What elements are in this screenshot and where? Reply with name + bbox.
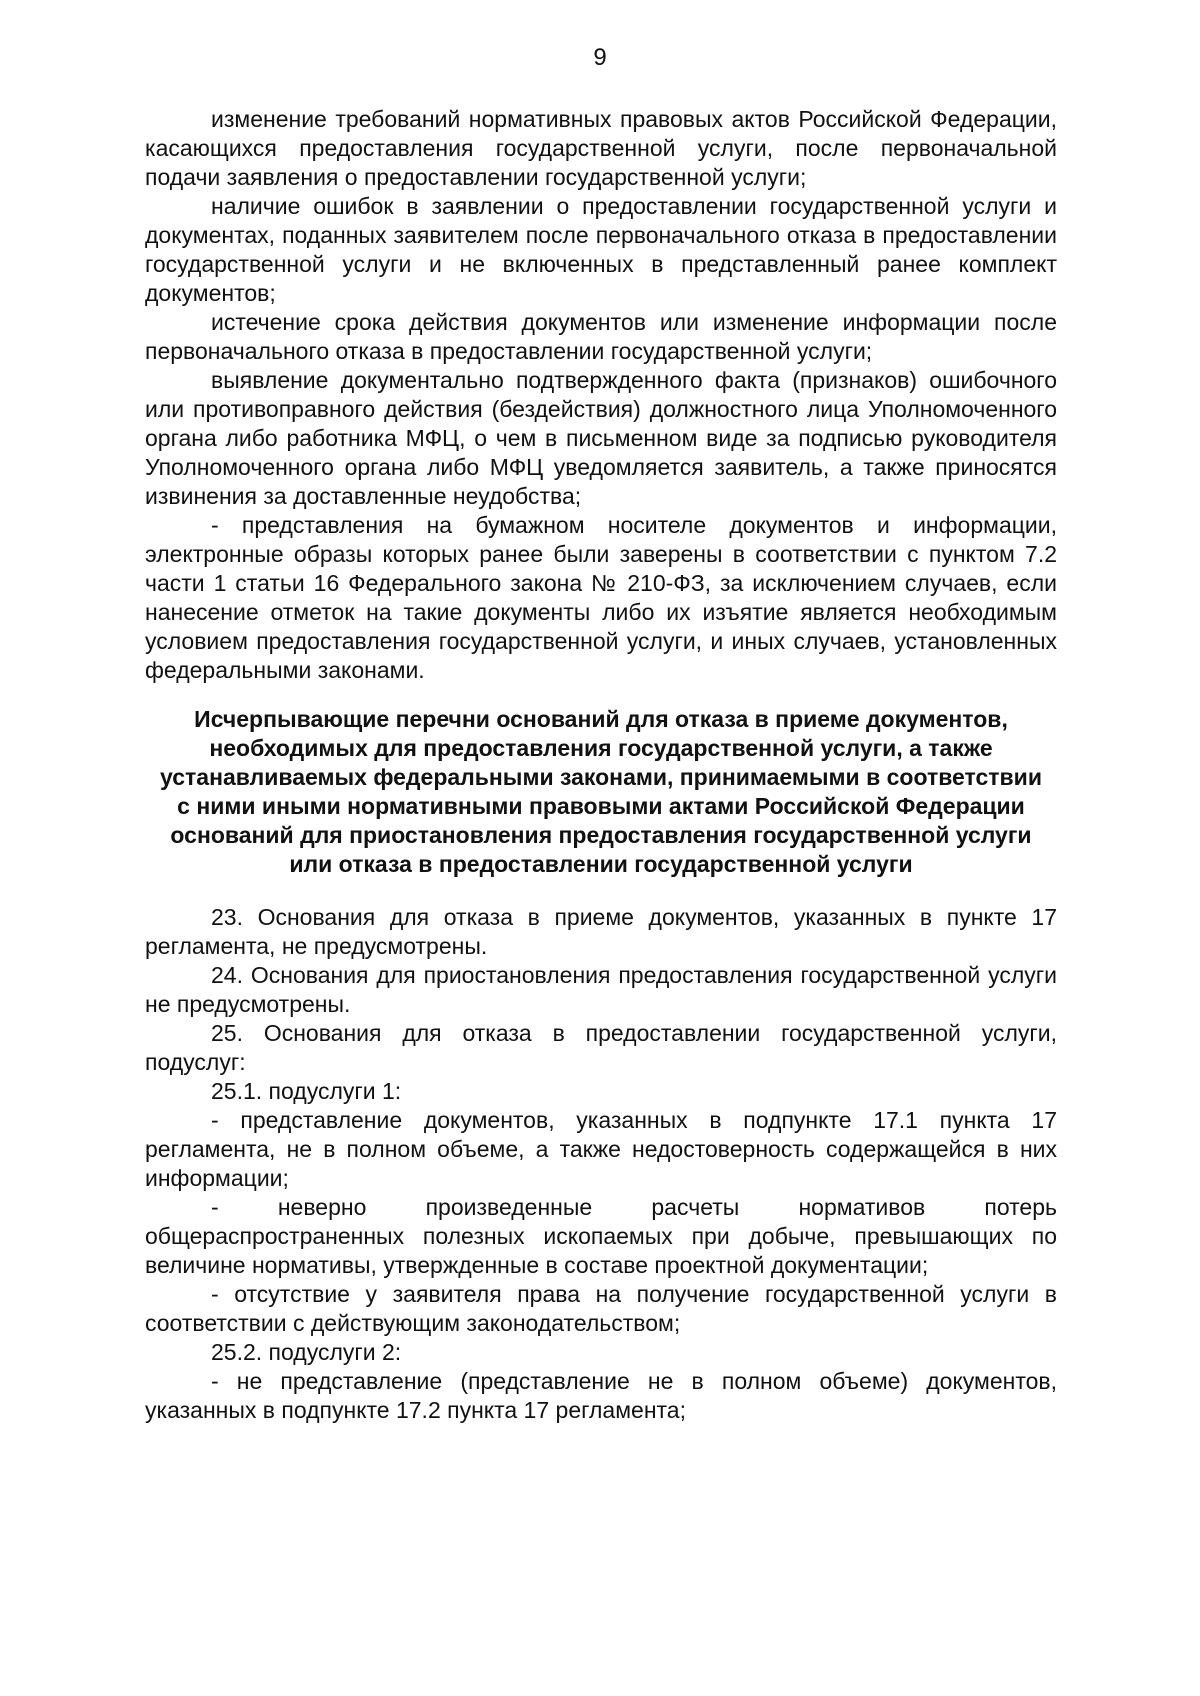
list-item-no-right: - отсутствие у заявителя права на получение государственной услуги в соответствии с действующим законодательством; xyxy=(145,1281,1057,1336)
paragraph-24: 24. Основания для приостановления предоставления государственной услуги не предусмотрены. xyxy=(145,962,1057,1017)
paragraph-23: 23. Основания для отказа в приеме документов, указанных в пункте 17 регламента, не предусмотрены. xyxy=(145,904,1057,959)
paragraph-requirements-change: изменение требований нормативных правовых актов Российской Федерации, касающихся предоставления государственной услуги, после первоначальной подачи заявления о предоставлении государственной услуги; xyxy=(145,106,1057,190)
paragraph-erroneous-action: выявление документально подтвержденного факта (признаков) ошибочного или противоправного действия (бездействия) должностного лица Уполномоченного органа либо работника МФЦ, о чем в письменном виде за подписью руководителя Уполномоченного органа либо МФЦ уведомляется заявитель, а также приносятся извинения за доставленные неудобства; xyxy=(145,367,1057,509)
list-item-not-submitted: - не представление (представление не в полном объеме) документов, указанных в подпункте 17.2 пункта 17 регламента; xyxy=(145,1368,1057,1423)
paragraph-25-2: 25.2. подуслуги 2: xyxy=(211,1339,402,1365)
paragraph-errors-in-application: наличие ошибок в заявлении о предоставлении государственной услуги и документах, поданных заявителем после первоначального отказа в предоставлении государственной услуги и не включенных в представленный ранее комплект документов; xyxy=(145,193,1057,306)
page-number: 9 xyxy=(593,44,607,71)
document-body xyxy=(145,105,1057,1425)
list-item-incomplete-documents: - представление документов, указанных в подпункте 17.1 пункта 17 регламента, не в полном объеме, а также недостоверность содержащейся в них информации; xyxy=(145,1107,1057,1191)
section-heading: Исчерпывающие перечни оснований для отказа в приеме документов, необходимых для предоставления государственной услуги, а также устанавливаемых федеральными законами, принимаемыми в соответствии с ними иными нормативными правовыми актами Российской Федерации оснований для приостановления предоставления государственной услуги или отказа в предоставлении государственной услуги xyxy=(160,706,1042,877)
paragraph-paper-documents: - представления на бумажном носителе документов и информации, электронные образы которых ранее были заверены в соответствии с пунктом 7.2 части 1 статьи 16 Федерального закона № 210-ФЗ, за исключением случаев, если нанесение отметок на такие документы либо их изъятие является необходимым условием предоставления государственной услуги, и иных случаев, установленных федеральными законами. xyxy=(145,512,1057,683)
paragraph-expiration: истечение срока действия документов или изменение информации после первоначального отказа в предоставлении государственной услуги; xyxy=(145,309,1057,364)
list-item-wrong-calculations: - неверно произведенные расчеты нормативов потерь общераспространенных полезных ископаемых при добыче, превышающих по величине нормативы, утвержденные в составе проектной документации; xyxy=(145,1194,1057,1278)
paragraph-25-1: 25.1. подуслуги 1: xyxy=(211,1078,402,1104)
paragraph-25: 25. Основания для отказа в предоставлении государственной услуги, подуслуг: xyxy=(145,1020,1057,1075)
